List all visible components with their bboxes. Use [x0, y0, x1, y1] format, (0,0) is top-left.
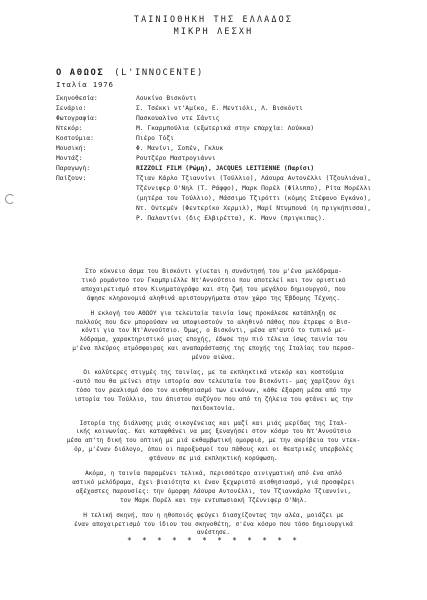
- credit-label: Κοστούμια:: [56, 135, 94, 142]
- paragraph-line: Η εκλογή του ΑΘΩΟΥ για τελευταία ταινία ίσως προκάλεσε κατάπληξη σε: [90, 309, 337, 317]
- paragraph-line: μέσα απ'τη δική του οπτική με μιά εκθαμβωτική ομορφιά, με την ακρίβεια του ντεκ-: [66, 437, 361, 445]
- cast-line: Ρ. Παλαντίνι (δις Ελβιρέττα), Κ. Μανν (πριγκιπας).: [136, 215, 326, 222]
- paragraph-line: παιδοκτονία.: [191, 404, 236, 412]
- paragraph-line: Στο κύκνειο άσμα του Βισκόντι γίνεται η συνάντησή του μ'ένα μελόδραμα-: [85, 268, 342, 275]
- credit-value: Πιέρο Τόζι: [136, 135, 174, 142]
- paragraph-line: τικό ρομάντσο του Γκαμπριέλλε Ντ'Αννούτσιο που αποτελεί και τον οριστικό: [81, 276, 346, 284]
- film-title-original: (L'INNOCENTE): [114, 68, 204, 78]
- credit-value: Σ. Τσέκκι ντ'Αμίκο, Ε. Μεντιόλι, Λ. Βισκόντι: [136, 105, 303, 112]
- paragraph-line: ιστορία του Τούλλιο, του άπιστου συζύγου που από τη ζήλεια του φτάνει ως την: [74, 395, 353, 403]
- paragraph-line: τον Μαρκ Πορέλ και την εντυπωσιακή Τζέννιφερ Ο'Νηλ.: [119, 496, 308, 504]
- credit-value: Μ. Γκαρμπούλια (εξωτερικά στην επαρχία: Λούκκα): [136, 125, 315, 132]
- paragraph-line: πολλούς που δεν μπορούσαν να υποψιαστούν το αληθινό πάθος που έτρεφε ο Βισ-: [75, 318, 352, 326]
- credit-label: Ντεκόρ:: [56, 125, 83, 132]
- credit-label: Παραγωγή:: [56, 165, 91, 172]
- credit-value: RIZZOLI FILM (Ρώμη), JACQUES LEITIENNE (Παρίσι): [136, 165, 315, 172]
- paragraph-line: ικής κοινωνίας. Και καταφθάνει να μας ξεναγήσει στον κόσμο του Ντ'Αννούτσιο: [75, 428, 352, 436]
- credit-value: Τζιαν Κάρλο Τζιαννίνι (Τούλλιο), Λάουρα Αντονέλλι (Τζουλιάνα),: [136, 175, 372, 182]
- paragraph-line: Οι καλύτερες στιγμές της ταινίας, με τα εκπληκτικά ντεκόρ και κοστούμια: [83, 369, 344, 376]
- paragraph-line: -αυτό που θα μείνει στην ιστορία σαν τελευταία του Βισκόντι- μας χαρίζουν όχι: [72, 377, 355, 385]
- paragraph-line: αστικό μελόδραμα, έχει βιαιότητα κι έναν ξεχωριστό αισθησιασμό, γιά προσφέρει: [72, 478, 355, 486]
- paragraph-line: αποχαιρετισμό στον Κινηματογράφο και στη ζωή του μεγάλου δημιουργού, που: [81, 285, 346, 293]
- cast-line: (μητέρα του Τούλλιο), Μάσσιμο Τζιρόττι (κόμης Στέφανο Εγκάνο),: [136, 195, 372, 202]
- punch-hole-mark: [5, 194, 15, 204]
- credit-value: Λουκίνο Βισκόντι: [136, 95, 197, 102]
- film-title-greek: Ο ΑΘΩΟΣ: [56, 68, 105, 78]
- paragraph-line: μένου αιώνα.: [191, 354, 236, 362]
- film-title: [56, 68, 204, 78]
- credit-label: Μοντάζ:: [56, 155, 83, 162]
- paragraph-line: Η τελική σκηνή, που η ηθοποιός φεύγει διασχίζοντας την αλέα, μοιάζει με: [83, 511, 344, 519]
- paragraph-line: άφησε κληρονομιά αληθινά αριστουργήματα στον χώρο της Έβδομης Τέχνης.: [86, 294, 341, 302]
- cast-line: Τζέννιφερ Ο'Νηλ (Τ. Ράφφο), Μαρκ Πορέλ (Φίλιππο), Ρίτα Μορέλλι: [136, 185, 372, 192]
- cast-line: Ντ. Οντεμέν (Φεντερίκο Χερμιλ), Μαρί Ντυμπουά (η πριγκήπισσα),: [136, 205, 372, 212]
- paragraph-line: ανέστησε.: [196, 529, 231, 537]
- footer-stars: * * * * * * * * * * * *: [127, 536, 300, 545]
- credit-value: Ρουτζέρο Μαστρογιάννι: [136, 155, 216, 162]
- credit-label: Φωτογραφία:: [56, 115, 98, 122]
- paragraph-line: Ιστορία της διάλυσης μιάς οικογένειας και μαζί και μιάς μερίδας της Ιταλ-: [79, 419, 348, 427]
- credit-value: Πασκουαλίνο ντε Σάντις: [136, 115, 220, 122]
- paragraph-line: κόντι για τον Ντ'Αννούτσιο. Όμως, ο Βισκόντι, μέσα απ'αυτό το τυπικό με-: [81, 327, 346, 335]
- credit-label: Παίζουν:: [56, 175, 87, 182]
- paragraph-line: λόδραμα, χαρακτηριστικό μιας εποχής, έδωσε την πιό τέλεια ίσως ταινία του: [79, 336, 348, 344]
- paragraph-line: τόσο τον ρεαλισμό όσο τον αισθησιασμό των εικόνων, κάθε έξαρση μέσα από την: [75, 386, 352, 394]
- credit-label: Σκηνοθεσία:: [56, 95, 98, 102]
- paragraph-line: έναν αποχαιρετισμό του ίδιου του σκηνοθέτη, σ'ένα κόσμο που τόσο δημιουργικά: [74, 520, 353, 528]
- paragraph-line: φτάνουν σε μιά εκπληκτική κορύφωση.: [149, 455, 278, 463]
- archive-name: ΤΑΙΝΙΟΘΗΚΗ ΤΗΣ ΕΛΛΑΔΟΣ: [133, 14, 294, 24]
- club-name: ΜΙΚΡΗ ΛΕΣΧΗ: [173, 26, 254, 36]
- paragraph-line: όρ, μ'έναν διάλογο, όπου οι παροξυσμοί του πάθους και οι θεατρικές υπερβολές: [74, 446, 353, 454]
- credit-label: Σενάριο:: [56, 105, 87, 112]
- paragraph-line: αξέχαστες παρουσίες: την όμορφη Λάουρα Αντονέλλι, τον Τζιανκάρλο Τζιαννίνι,: [75, 487, 352, 495]
- paragraph-line: μ'ένα πλεύρος ατμόσφαιρας και αναπαράστασης της εποχής της Ιταλίας του περασ-: [72, 345, 355, 353]
- paragraph-line: Ακόμα, η ταινία παραμένει τελικά, περισσότερο αινιγματική από ένα απλό: [85, 470, 342, 477]
- credit-label: Μουσική:: [56, 145, 87, 152]
- credit-value: Φ. Μανίνι, Σοπέν, Γκλυκ: [136, 145, 224, 152]
- country-year: Ιταλία 1976: [56, 80, 114, 89]
